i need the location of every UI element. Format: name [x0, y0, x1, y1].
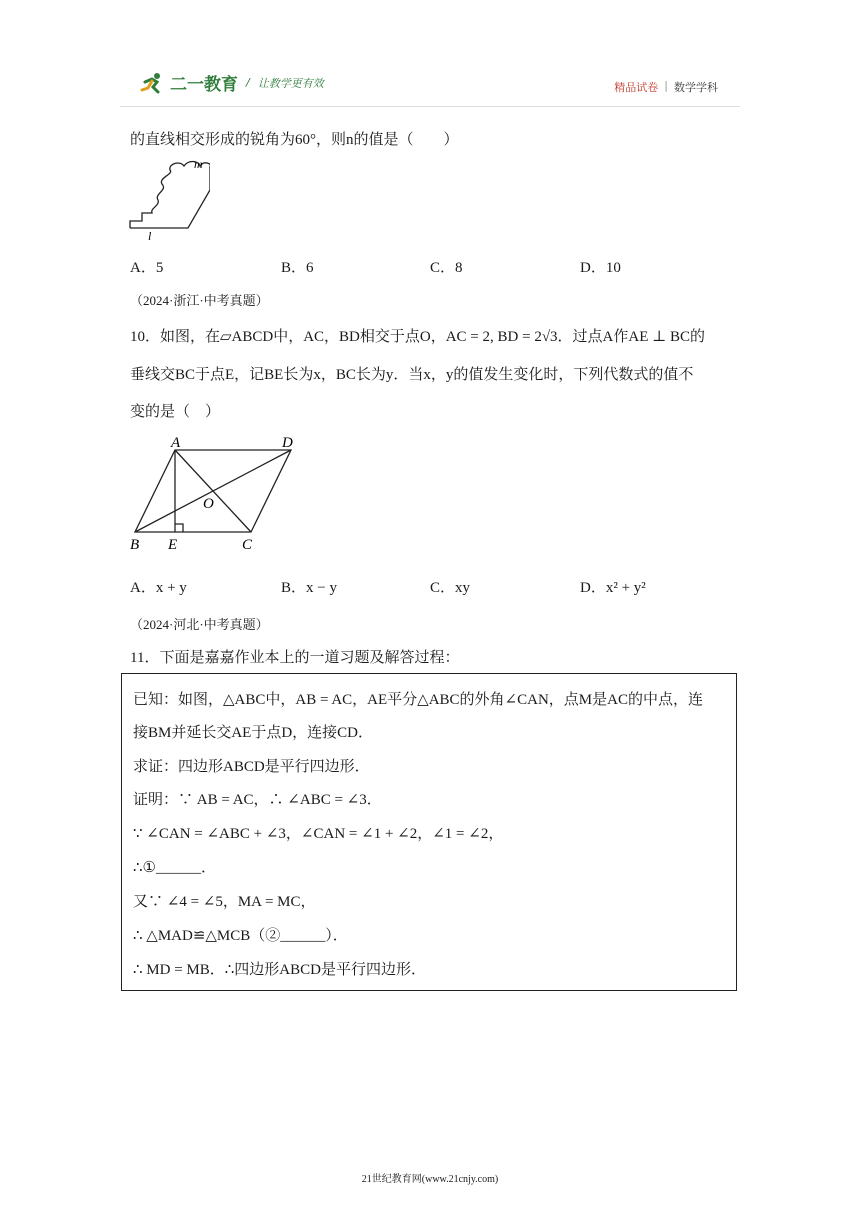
header-divider: | — [664, 79, 668, 92]
premium-tag: 精品试卷 — [614, 81, 659, 94]
q10-label-a: A — [171, 435, 181, 451]
q9-label-m: m — [194, 158, 203, 171]
q11-box-line-6: ∴①______． — [133, 860, 216, 876]
q11-box-line-4: 证明：∵ AB = AC，∴ ∠ABC = ∠3． — [133, 792, 382, 808]
q9-option-a: A．5 — [130, 260, 164, 276]
q10-label-c: C — [242, 537, 253, 553]
q10-line-1: 10．如图，在▱ABCD中，AC，BD相交于点O，AC = 2, BD = 2√3．过点A作AE ⊥ BC的 — [130, 329, 705, 345]
q11-box-line-8: ∴ △MAD≌△MCB（②______）． — [133, 928, 348, 944]
q11-box-line-5: ∵ ∠CAN = ∠ABC + ∠3，∠CAN = ∠1 + ∠2，∠1 = ∠2， — [133, 826, 504, 842]
q10-source: （2024·浙江·中考真题） — [130, 293, 269, 308]
q10-line-3: 变的是（ ） — [130, 404, 221, 420]
q9-figure — [126, 158, 210, 242]
q11-intro: 11．下面是嘉嘉作业本上的一道习题及解答过程： — [130, 650, 460, 666]
q10-label-b: B — [130, 537, 140, 553]
q11-box-line-9: ∴ MD = MB．∴四边形ABCD是平行四边形． — [133, 962, 426, 978]
q9-option-c: C．8 — [430, 260, 463, 276]
q10-label-e: E — [168, 537, 178, 553]
q10-line-2: 垂线交BC于点E，记BE长为x，BC长为y．当x，y的值发生变化时，下列代数式的值不 — [130, 367, 694, 383]
page-footer: 21世纪教育网(www.21cnjy.com) — [361, 1174, 499, 1185]
q11-box-line-2: 接BM并延长交AE于点D，连接CD． — [133, 725, 374, 741]
q9-option-b: B．6 — [281, 260, 314, 276]
slogan-separator: / — [246, 76, 250, 89]
slogan: 让教学更有效 — [257, 76, 324, 90]
q10-option-b: B．x − y — [281, 580, 337, 596]
q9-label-l: l — [148, 229, 152, 242]
q9-option-d: D．10 — [580, 260, 621, 276]
q11-box-line-3: 求证：四边形ABCD是平行四边形． — [133, 759, 370, 775]
q11-box-line-7: 又∵ ∠4 = ∠5，MA = MC， — [133, 894, 316, 910]
header-rule — [120, 106, 740, 107]
header-logo — [140, 70, 324, 95]
brand-name: 二一教育 — [170, 75, 238, 95]
q9-line: 的直线相交形成的锐角为60°，则n的值是（ ） — [130, 132, 459, 148]
q10-parallelogram-figure — [126, 432, 306, 556]
q11-box-line-1: 已知：如图，△ABC中，AB = AC，AE平分△ABC的外角∠CAN，点M是AC的中点，连 — [133, 692, 703, 708]
q10-option-a: A．x + y — [130, 580, 187, 596]
header-right — [614, 79, 718, 95]
q10-label-o: O — [203, 496, 214, 512]
subject-label: 数学学科 — [674, 81, 718, 94]
q10-option-d: D．x² + y² — [580, 580, 646, 596]
q11-source: （2024·河北·中考真题） — [130, 617, 269, 632]
runner-logo-icon — [140, 72, 166, 94]
q10-label-d: D — [282, 435, 293, 451]
q10-option-c: C．xy — [430, 580, 471, 596]
